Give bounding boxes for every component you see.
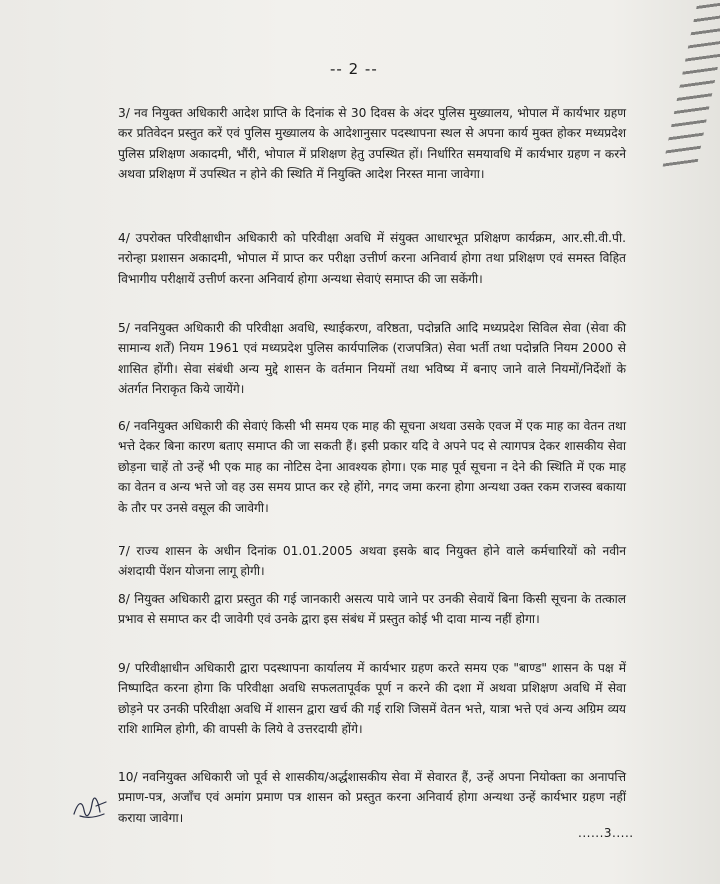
paragraph-8: 8/ नियुक्त अधिकारी द्वारा प्रस्तुत की गई जानकारी असत्य पाये जाने पर उनकी सेवायें बिना किसी सूचना के तत्काल प्रभाव से समाप्त कर दी जावेगी एवं उनके द्वारा इस संबंध में प्रस्तुत कोई भी दावा मान्य नहीं होगा। [118,592,626,627]
handwritten-initials [72,796,108,820]
continuation-marker: ......3..... [578,826,634,840]
paragraph-5: 5/ नवनियुक्त अधिकारी की परिवीक्षा अवधि, स्थाईकरण, वरिष्ठता, पदोन्नति आदि मध्यप्रदेश सिविल सेवा (सेवा की सामान्य शर्तें) नियम 1961 एवं मध्यप्रदेश पुलिस कार्यपालिक (राजपत्रित) सेवा भर्ती तथा पदोन्नति नियम 2000 से शासित होंगी। सेवा संबंधी अन्य मुद्दे शासन के वर्तमान नियमों तथा भविष्य में बनाए जाने वाले नियमों/निर्देशों के अंतर्गत निराकृत किये जायेंगे। [118,321,626,397]
paragraph-10: 10/ नवनियुक्त अधिकारी जो पूर्व से शासकीय/अर्द्धशासकीय सेवा में सेवारत हैं, उन्हें अपना नियोक्ता का अनापत्ति प्रमाण-पत्र, अजाँच एवं अमांग प्रमाण पत्र शासन को प्रस्तुत करना अनिवार्य होगा अन्यथा उन्हें कार्यभार ग्रहण नहीं कराया जावेगा। [118,770,626,825]
paragraph-9: 9/ परिवीक्षाधीन अधिकारी द्वारा पदस्थापना कार्यालय में कार्यभार ग्रहण करते समय एक "बाण्ड" शासन के पक्ष में निष्पादित करना होगा कि परिवीक्षा अवधि सफलतापूर्वक पूर्ण न करने की दशा में अथवा प्रशिक्षण अवधि में सेवा छोड़ने पर उनकी परिवीक्षा अवधि में शासन द्वारा खर्च की गई राशि जिसमें वेतन भत्ते, यात्रा भत्ते एवं अन्य अग्रिम व्यय राशि शामिल होगी, की वापसी के लिये वे उत्तरदायी होंगे। [118,661,626,737]
paragraph-6: 6/ नवनियुक्त अधिकारी की सेवाएं किसी भी समय एक माह की सूचना अथवा उसके एवज में एक माह का वेतन तथा भत्ते देकर बिना कारण बताए समाप्त की जा सकती हैं। इसी प्रकार यदि वे अपने पद से त्यागपत्र देकर शासकीय सेवा छोड़ना चाहें तो उन्हें भी एक माह का नोटिस देना आवश्यक होगा। एक माह पूर्व सूचना न देने की स्थिति में एक माह का वेतन व अन्य भत्ते जो वह उस समय प्राप्त कर रहे होंगे, नगद जमा करना होगा अन्यथा उक्त रकम राजस्व बकाया के तौर पर उनसे वसूल की जावेगी। [118,419,626,515]
paragraph-7: 7/ राज्य शासन के अधीन दिनांक 01.01.2005 अथवा इसके बाद नियुक्त होने वाले कर्मचारियों को नवीन अंशदायी पेंशन योजना लागू होगी। [118,544,626,579]
paragraph-4: 4/ उपरोक्त परिवीक्षाधीन अधिकारी को परिवीक्षा अवधि में संयुक्त आधारभूत प्रशिक्षण कार्यक्रम, आर.सी.वी.पी. नरोन्हा प्रशासन अकादमी, भोपाल में प्राप्त कर परीक्षा उत्तीर्ण करना अनिवार्य होगा तथा प्रशिक्षण एवं समस्त विहित विभागीय परीक्षायें उत्तीर्ण करना अनिवार्य होगा अन्यथा सेवाएं समाप्त की जा सकेंगी। [118,231,626,286]
torn-edge [662,0,720,170]
paragraph-3: 3/ नव नियुक्त अधिकारी आदेश प्राप्ति के दिनांक से 30 दिवस के अंदर पुलिस मुख्यालय, भोपाल में कार्यभार ग्रहण कर प्रतिवेदन प्रस्तुत करें एवं पुलिस मुख्यालय के आदेशानुसार पदस्थापना स्थल से अपना कार्य मुक्त होकर मध्यप्रदेश पुलिस प्रशिक्षण अकादमी, भौंरी, भोपाल में प्रशिक्षण हेतु उपस्थित हों। निर्धारित समयावधि में कार्यभार ग्रहण न करने अथवा प्रशिक्षण में उपस्थित न होने की स्थिति में नियुक्ति आदेश निरस्त माना जावेगा। [118,106,626,182]
page-number: -- 2 -- [330,60,378,78]
